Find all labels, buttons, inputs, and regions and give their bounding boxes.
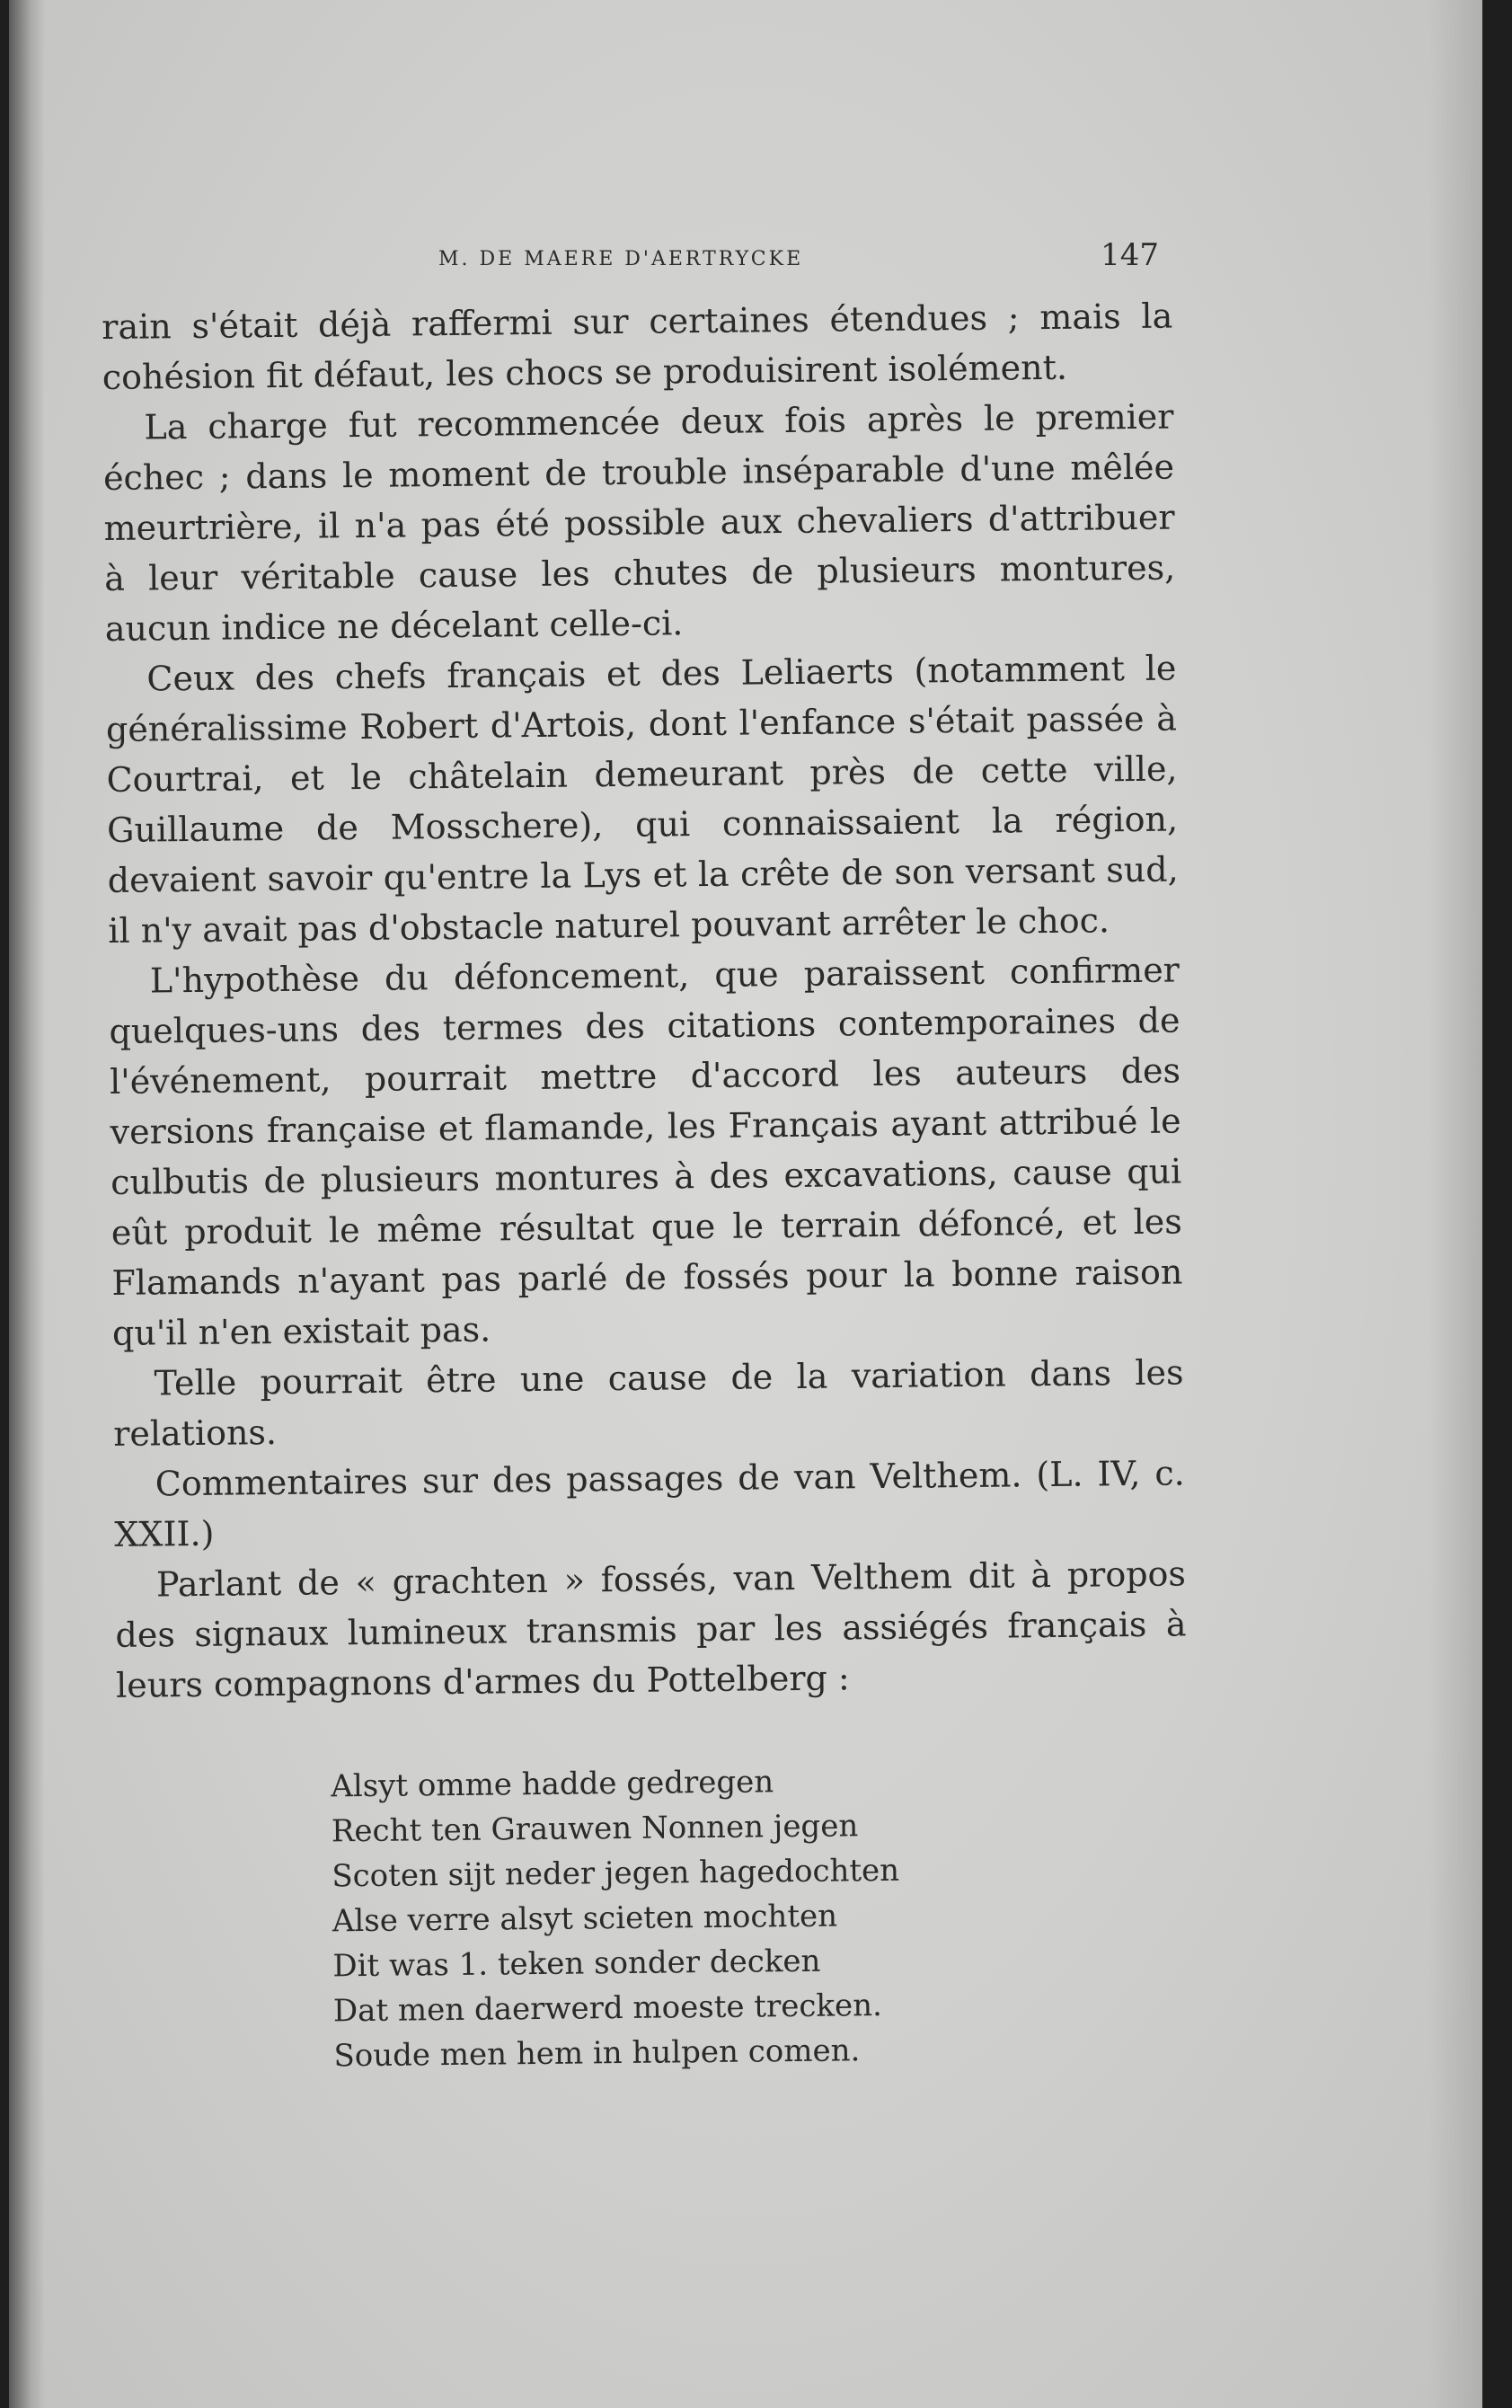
paragraph-3: Ceux des chefs français et des Leliaerts (notamment le généralissime Robert d'Artois, dont l'enfance s'était passée à Courtrai, et le châtelain demeurant près de cette ville, Guillaume de Mosschere), qui connaissaient la région, devaient savoir qu'entre la Lys et la crête de son versant sud, il n'y avait pas d'obstacle naturel pouvant arrêter le choc.	[105, 648, 1179, 951]
verse-line: Alsyt omme hadde gedregen	[331, 1764, 774, 1805]
running-head	[99, 237, 1159, 280]
page-edge	[1428, 0, 1482, 2408]
paragraph-6: Commentaires sur des passages de van Velthem. (L. IV, c. XXII.)	[114, 1453, 1185, 1554]
body-text	[102, 291, 1191, 2081]
verse-line: Recht ten Grauwen Nonnen jegen	[331, 1808, 859, 1850]
verse-line: Dit was 1. teken sonder decken	[332, 1943, 821, 1985]
paragraph-7: Parlant de « grachten » fossés, van Velthem dit à propos des signaux lumineux transmis par les assiégés français à leurs compagnons d'armes du Pottelberg :	[115, 1554, 1187, 1705]
paragraph-4: L'hypothèse du défoncement, que paraissent confirmer quelques-uns des termes des citations contemporaines de l'événement, pourrait mettre d'accord les auteurs des versions française et flamande, les Français ayant attribué le culbutis de plusieurs montures à des excavations, cause qui eût produit le même résultat que le terrain défoncé, et les Flamands n'ayant pas parlé de fossés pour la bonne raison qu'il n'en existait pas.	[109, 950, 1183, 1353]
verse-line: Dat men daerwerd moeste trecken.	[332, 1987, 883, 2030]
verse-line: Scoten sijt neder jegen hagedochten	[332, 1852, 900, 1895]
verse-line: Alse verre alsyt scieten mochten	[332, 1898, 838, 1940]
book-page	[9, 0, 1482, 2408]
paragraph-1: rain s'était déjà raffermi sur certaines étendues ; mais la cohésion fit défaut, les chocs se produisirent isolément.	[102, 296, 1173, 397]
running-title: M. DE MAERE D'AERTRYCKE	[438, 248, 804, 270]
paragraph-5: Telle pourrait être une cause de la variation dans les relations.	[112, 1352, 1184, 1454]
page-number: 147	[1101, 237, 1159, 273]
paragraph-2: La charge fut recommencée deux fois après le premier échec ; dans le moment de trouble inséparable d'une mêlée meurtrière, il n'a pas été possible aux chevaliers d'attribuer à leur véritable cause les chutes de plusieurs montures, aucun indice ne décelant celle-ci.	[102, 396, 1176, 649]
verse-quotation	[331, 1755, 1191, 2078]
binding-gutter-shadow	[9, 0, 45, 2408]
verse-line: Soude men hem in hulpen comen.	[333, 2032, 861, 2075]
